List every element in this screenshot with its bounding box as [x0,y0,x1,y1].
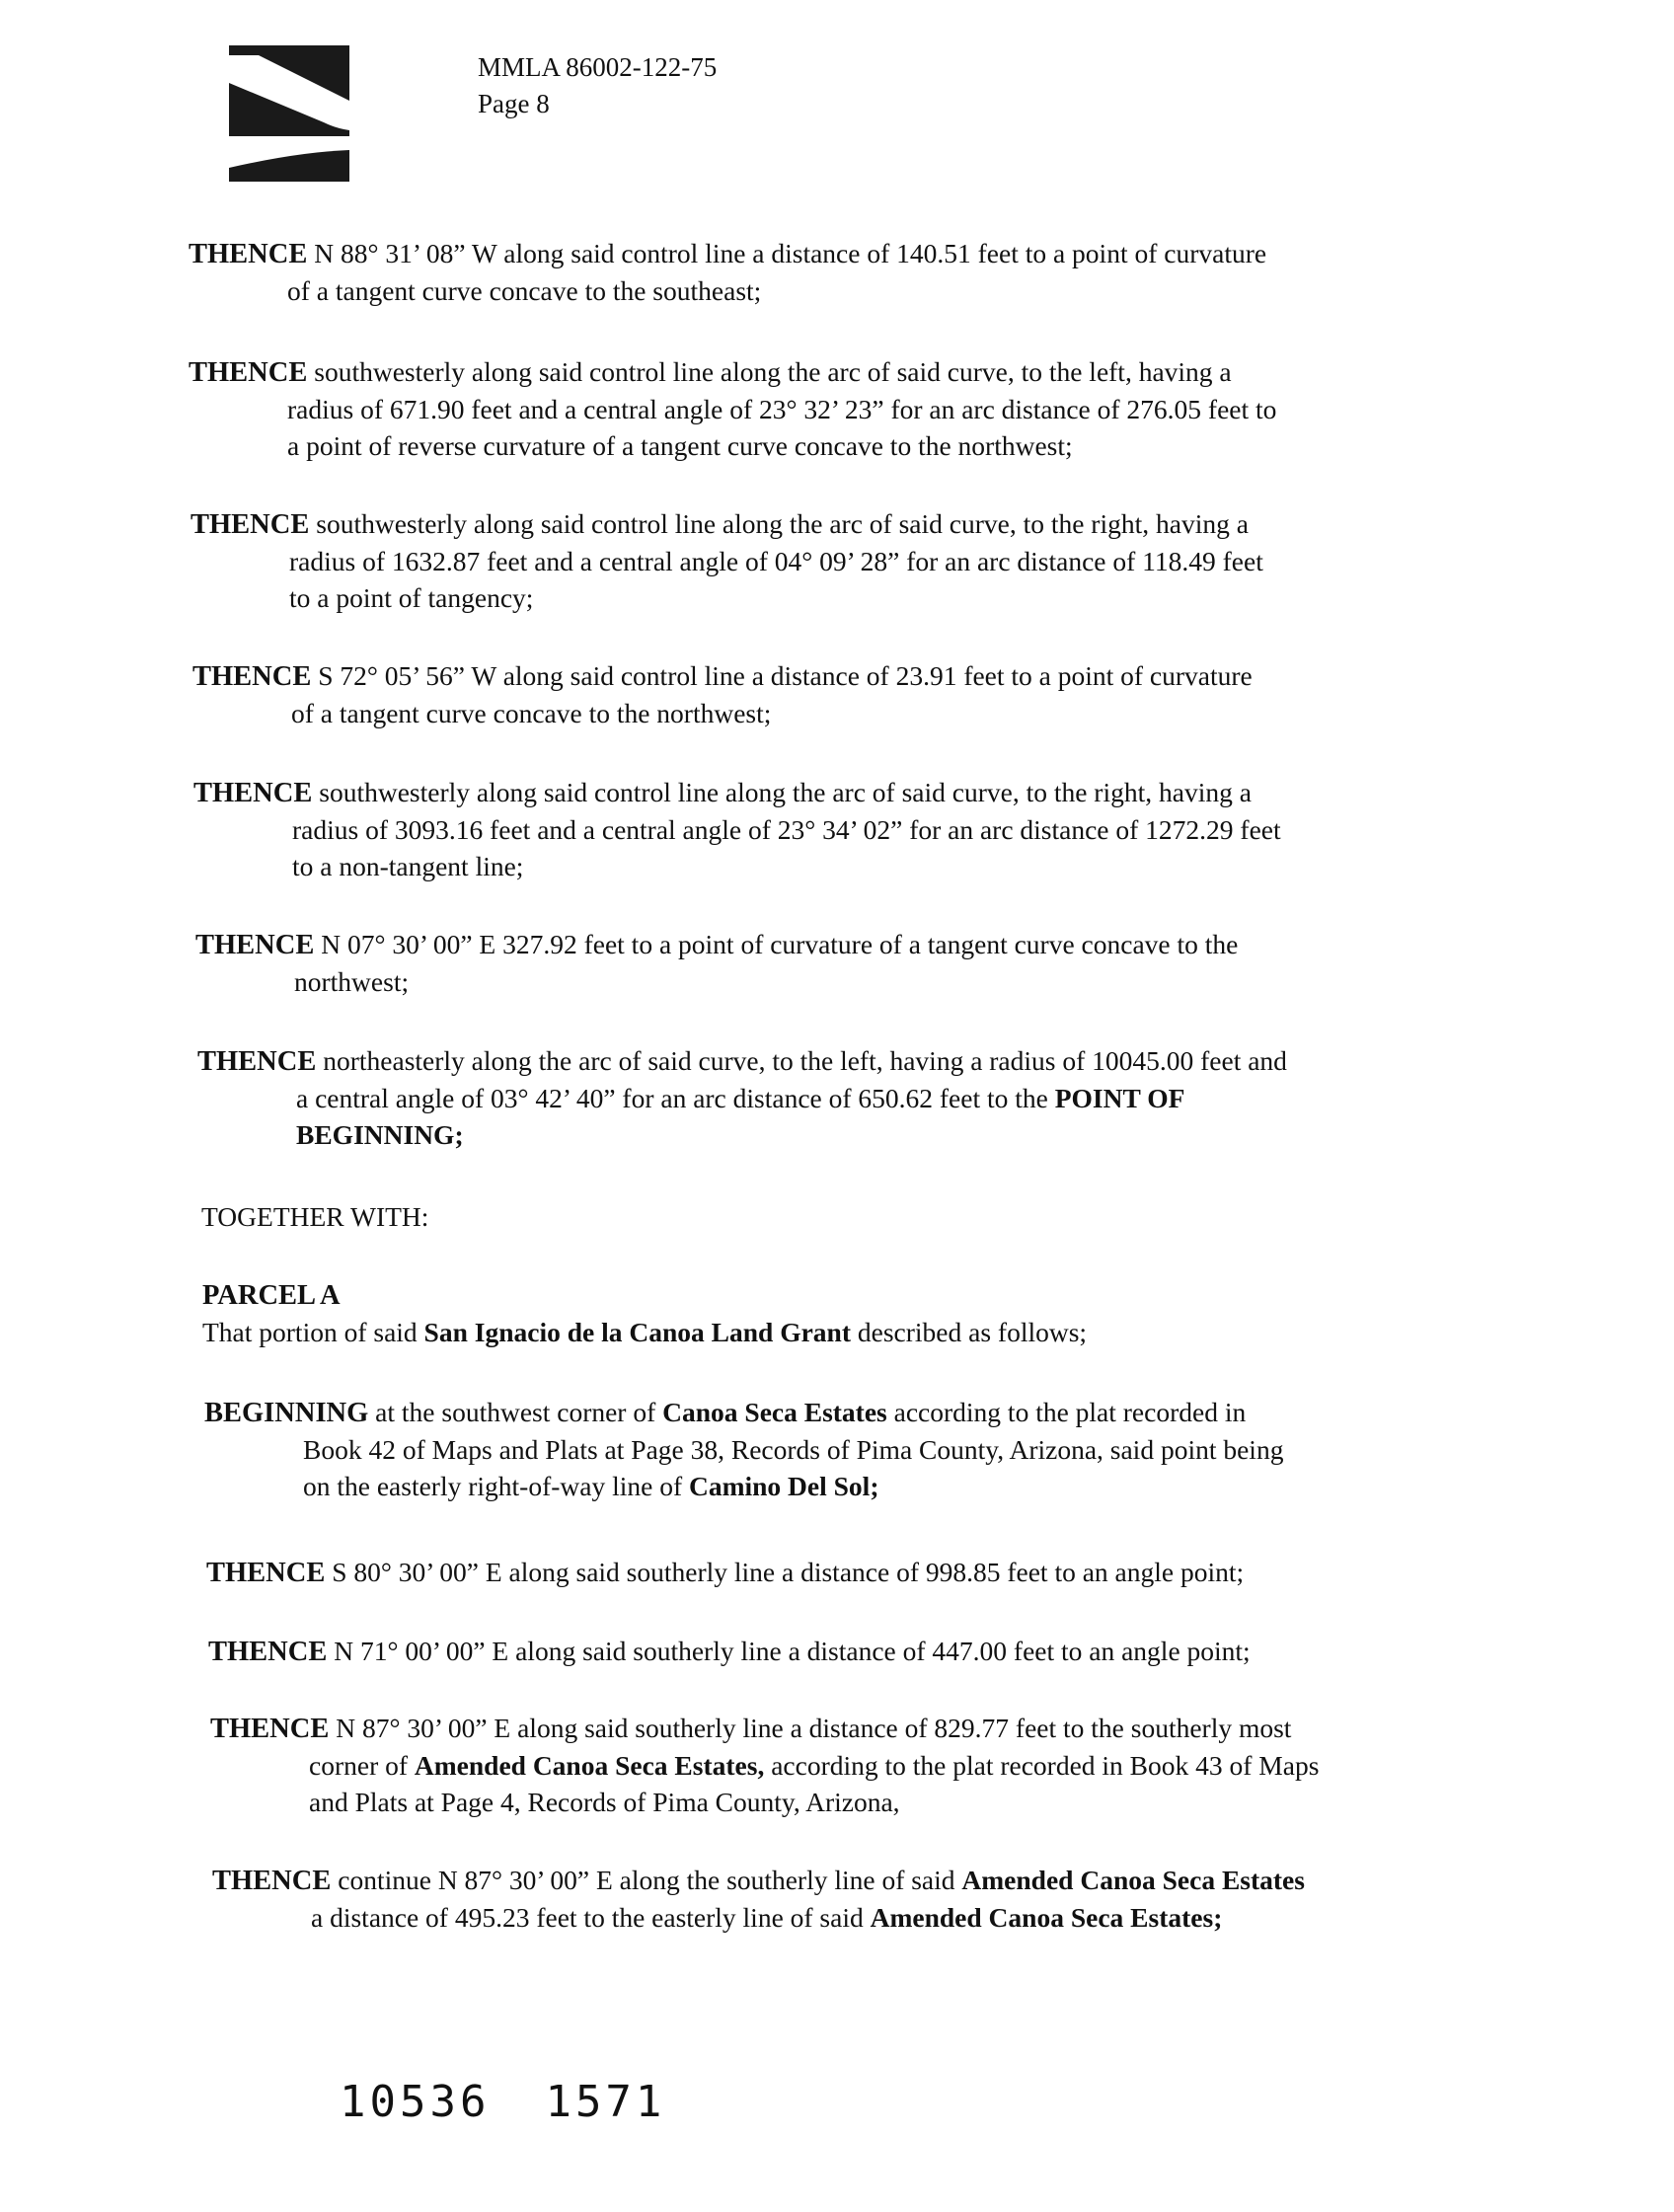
book-number: 10536 [340,2077,491,2127]
legal-paragraph: THENCE S 72° 05’ 56” W along said control line a distance of 23.91 feet to a point of curvature of a tangent curve concave to the northwest; [192,660,1253,728]
legal-paragraph: THENCE northeasterly along the arc of said curve, to the left, having a radius of 10045.00 feet and a central angle of 03° 42’ 40” for an arc distance of 650.62 feet to the POINT OF BEGINNING; [197,1045,1287,1150]
parcel-title: PARCEL A That portion of said San Ignacio de la Canoa Land Grant described as follows; [202,1280,1088,1347]
document-header [478,49,717,122]
legal-paragraph: THENCE southwesterly along said control line along the arc of said curve, to the right, having a radius of 1632.87 feet and a central angle of 04° 09’ 28” for an arc distance of 118.49 feet to a point of tangency; [190,508,1263,613]
recording-stamp [340,2077,665,2127]
legal-paragraph: THENCE continue N 87° 30’ 00” E along the southerly line of said Amended Canoa Seca Estates a distance of 495.23 feet to the easterly line of said Amended Canoa Seca Estates; [212,1865,1305,1933]
legal-paragraph: THENCE N 07° 30’ 00” E 327.92 feet to a point of curvature of a tangent curve concave to the northwest; [195,929,1239,997]
legal-paragraph: THENCE N 88° 31’ 08” W along said control line a distance of 140.51 feet to a point of curvature of a tangent curve concave to the southeast; [189,238,1267,306]
document-reference: MMLA 86002-122-75 [478,52,718,82]
legal-paragraph: THENCE N 87° 30’ 00” E along said southerly line a distance of 829.77 feet to the southerly most corner of Amended Canoa Seca Estates, according to the plat recorded in Book 43 of Maps and Plats at Page 4, Records of Pima County, Arizona, [210,1713,1320,1817]
legal-paragraph: THENCE N 71° 00’ 00” E along said southerly line a distance of 447.00 feet to an angle point; [208,1636,1251,1667]
legal-paragraph: THENCE S 80° 30’ 00” E along said southerly line a distance of 998.85 feet to an angle point; [206,1557,1245,1588]
legal-paragraph: THENCE southwesterly along said control line along the arc of said curve, to the left, having a radius of 671.90 feet and a central angle of 23° 32’ 23” for an arc distance of 276.05 feet to a point of reverse curvature of a tangent curve concave to the northwest; [189,356,1277,461]
page-stamp-number: 1571 [545,2077,666,2127]
beginning-paragraph: BEGINNING at the southwest corner of Canoa Seca Estates according to the plat recorded in Book 42 of Maps and Plats at Page 38, Records of Pima County, Arizona, said point being on the easterly right-of-way line of Camino Del Sol; [204,1397,1284,1501]
legal-paragraph: THENCE southwesterly along said control line along the arc of said curve, to the right, having a radius of 3093.16 feet and a central angle of 23° 34’ 02” for an arc distance of 1272.29 feet to a non-tangent line; [193,777,1281,881]
together-with-heading: TOGETHER WITH: [201,1201,429,1232]
company-logo-icon [229,45,349,182]
page-number: Page 8 [478,89,550,118]
